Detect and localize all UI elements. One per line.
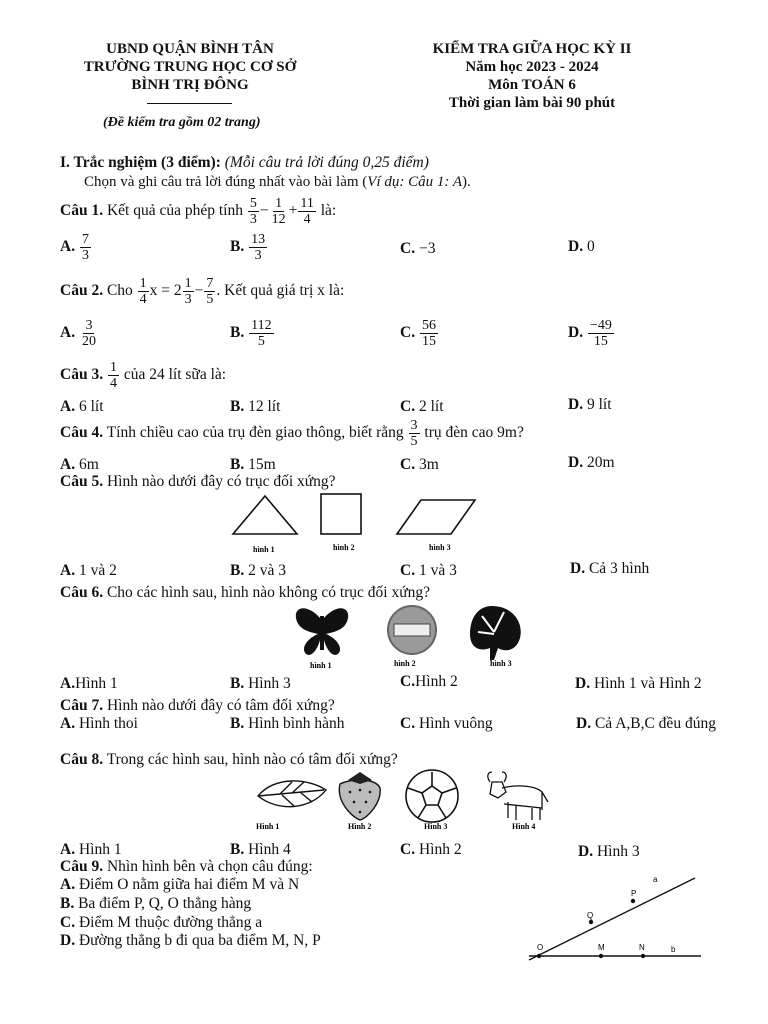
q5-caption-2: hình 2: [333, 543, 355, 552]
q1-option-a[interactable]: A. $\frac{7}{3}$: [60, 232, 89, 263]
q8-figures: [252, 768, 552, 834]
label-n: N: [639, 943, 645, 952]
q8-option-b[interactable]: B. Hình 4: [230, 841, 291, 858]
duration: Thời gian làm bài 90 phút: [448, 95, 616, 111]
q2-option-a[interactable]: A. $\frac{3}{20}$: [60, 318, 96, 349]
label-q: Q: [587, 911, 594, 920]
question-8: Câu 8. Trong các hình sau, hình nào có tâm đối xứng?: [60, 751, 398, 768]
square-figure: [321, 494, 361, 534]
parallelogram-figure: [397, 500, 475, 534]
no-entry-sign-icon: [388, 606, 436, 654]
q6-caption-1: hình 1: [310, 661, 332, 670]
question-9: Câu 9. Nhìn hình bên và chọn câu đúng:: [60, 858, 313, 875]
q6-caption-2: hình 2: [394, 659, 416, 668]
triangle-figure: [233, 496, 297, 534]
q3-option-a[interactable]: A. 6 lít: [60, 398, 104, 415]
q5-option-a[interactable]: A. 1 và 2: [60, 562, 117, 579]
question-6: Câu 6. Cho các hình sau, hình nào không có trục đối xứng?: [60, 584, 431, 601]
q2-option-d[interactable]: D. $\frac{-49}{15}$: [568, 318, 612, 349]
strawberry-icon: [339, 772, 380, 820]
points: [537, 899, 645, 958]
question-3: Câu 3. $\frac{1}{4}$ của 24 lít sữa là:: [60, 360, 227, 391]
subject: Môn TOÁN 6: [488, 77, 576, 93]
question-4: Câu 4. Tính chiều cao của trụ đèn giao thông, biết rằng $\frac{3}{5}$ trụ đèn cao 9m?: [60, 418, 524, 449]
label-m: M: [598, 943, 605, 952]
section-note: (Mỗi câu trả lời đúng 0,25 điểm): [224, 154, 429, 171]
q4-option-b[interactable]: B. 15m: [230, 456, 276, 473]
q5-option-d[interactable]: D. Cả 3 hình: [570, 560, 650, 577]
q3-option-c[interactable]: C. 2 lít: [400, 398, 444, 415]
label-b: b: [671, 945, 676, 954]
q8-option-c[interactable]: C. Hình 2: [400, 841, 462, 858]
q9-geometry-figure: [525, 870, 705, 966]
q2-option-b[interactable]: B. $\frac{112}{5}$: [230, 318, 272, 349]
q7-option-d[interactable]: D. Cả A,B,C đều đúng: [576, 715, 716, 732]
school-header: [60, 40, 320, 94]
question-7: Câu 7. Hình nào dưới đây có tâm đối xứng?: [60, 697, 335, 714]
butterfly-icon: [296, 608, 348, 655]
q5-option-c[interactable]: C. 1 và 3: [400, 562, 457, 579]
q8-option-a[interactable]: A. Hình 1: [60, 841, 122, 858]
q8-caption-4: Hình 4: [512, 822, 536, 831]
exam-title: KIỂM TRA GIỮA HỌC KỲ II: [432, 41, 632, 57]
ox-icon: [488, 772, 548, 820]
q4-option-d[interactable]: D. 20m: [568, 454, 615, 471]
q9-option-a[interactable]: A. Điểm O nằm giữa hai điểm M và N: [60, 876, 300, 893]
q1-option-b[interactable]: B. $\frac{13}{3}$: [230, 232, 266, 263]
question-1: Câu 1. Kết quả của phép tính $\frac{5}{3}$ − $\frac{1}{12}$ + $\frac{11}{4}$ là:: [60, 196, 337, 227]
q6-option-c[interactable]: C.Hình 2: [400, 673, 458, 690]
monstera-leaf-icon: [470, 606, 521, 660]
q9-option-c[interactable]: C. Điểm M thuộc đường thẳng a: [60, 914, 263, 931]
q5-caption-3: hình 3: [429, 543, 451, 552]
label-o: O: [537, 943, 544, 952]
q3-option-d[interactable]: D. 9 lít: [568, 396, 612, 413]
q7-option-c[interactable]: C. Hình vuông: [400, 715, 493, 732]
question-5: Câu 5. Hình nào dưới đây có trục đối xứng?: [60, 473, 336, 490]
q6-caption-3: hình 3: [490, 659, 512, 668]
label-p: P: [631, 889, 637, 898]
q4-option-a[interactable]: A. 6m: [60, 456, 99, 473]
q1-option-d[interactable]: D. 0: [568, 238, 595, 255]
instruction: Chọn và ghi câu trả lời đúng nhất vào bài làm (Ví dụ: Câu 1: A).: [84, 174, 471, 190]
q3-option-b[interactable]: B. 12 lít: [230, 398, 281, 415]
q5-figures: [225, 490, 485, 560]
q6-option-b[interactable]: B. Hình 3: [230, 675, 291, 692]
q6-option-a[interactable]: A.Hình 1: [60, 675, 118, 692]
q8-option-d[interactable]: D. Hình 3: [578, 843, 640, 860]
q6-option-d[interactable]: D. Hình 1 và Hình 2: [575, 675, 702, 692]
q8-caption-1: Hình 1: [256, 822, 280, 831]
page-count-note: (Đề kiểm tra gồm 02 trang): [103, 115, 261, 130]
q9-option-b[interactable]: B. Ba điểm P, Q, O thẳng hàng: [60, 895, 252, 912]
section-title: I. Trắc nghiệm (3 điểm):: [60, 154, 221, 171]
school-name: BÌNH TRỊ ĐÔNG: [131, 77, 249, 93]
q1-option-c[interactable]: C. −3: [400, 240, 436, 257]
q5-caption-1: hình 1: [253, 545, 275, 554]
q7-option-b[interactable]: B. Hình bình hành: [230, 715, 345, 732]
school-year: Năm học 2023 - 2024: [465, 59, 599, 75]
q2-option-c[interactable]: C. $\frac{56}{15}$: [400, 318, 436, 349]
q6-figures: [290, 604, 530, 670]
q7-option-a[interactable]: A. Hình thoi: [60, 715, 138, 732]
soccer-ball-icon: [406, 770, 458, 822]
school-type: TRƯỜNG TRUNG HỌC CƠ SỞ: [83, 59, 297, 75]
label-a: a: [653, 875, 658, 884]
district-name: UBND QUẬN BÌNH TÂN: [106, 41, 274, 57]
q5-option-b[interactable]: B. 2 và 3: [230, 562, 286, 579]
question-2: Câu 2. Cho $\frac{1}{4}$ x = 2 $\frac{1}{3}$ − $\frac{7}{5}$ . Kết quả giá trị x là:: [60, 276, 345, 307]
leaf-icon: [258, 781, 326, 807]
q8-caption-3: Hình 3: [424, 822, 448, 831]
section-heading: [60, 154, 429, 172]
q8-caption-2: Hình 2: [348, 822, 372, 831]
exam-header: [392, 40, 672, 112]
q4-option-c[interactable]: C. 3m: [400, 456, 439, 473]
header-divider: [147, 103, 232, 104]
q9-option-d[interactable]: D. Đường thẳng b đi qua ba điểm M, N, P: [60, 932, 321, 949]
